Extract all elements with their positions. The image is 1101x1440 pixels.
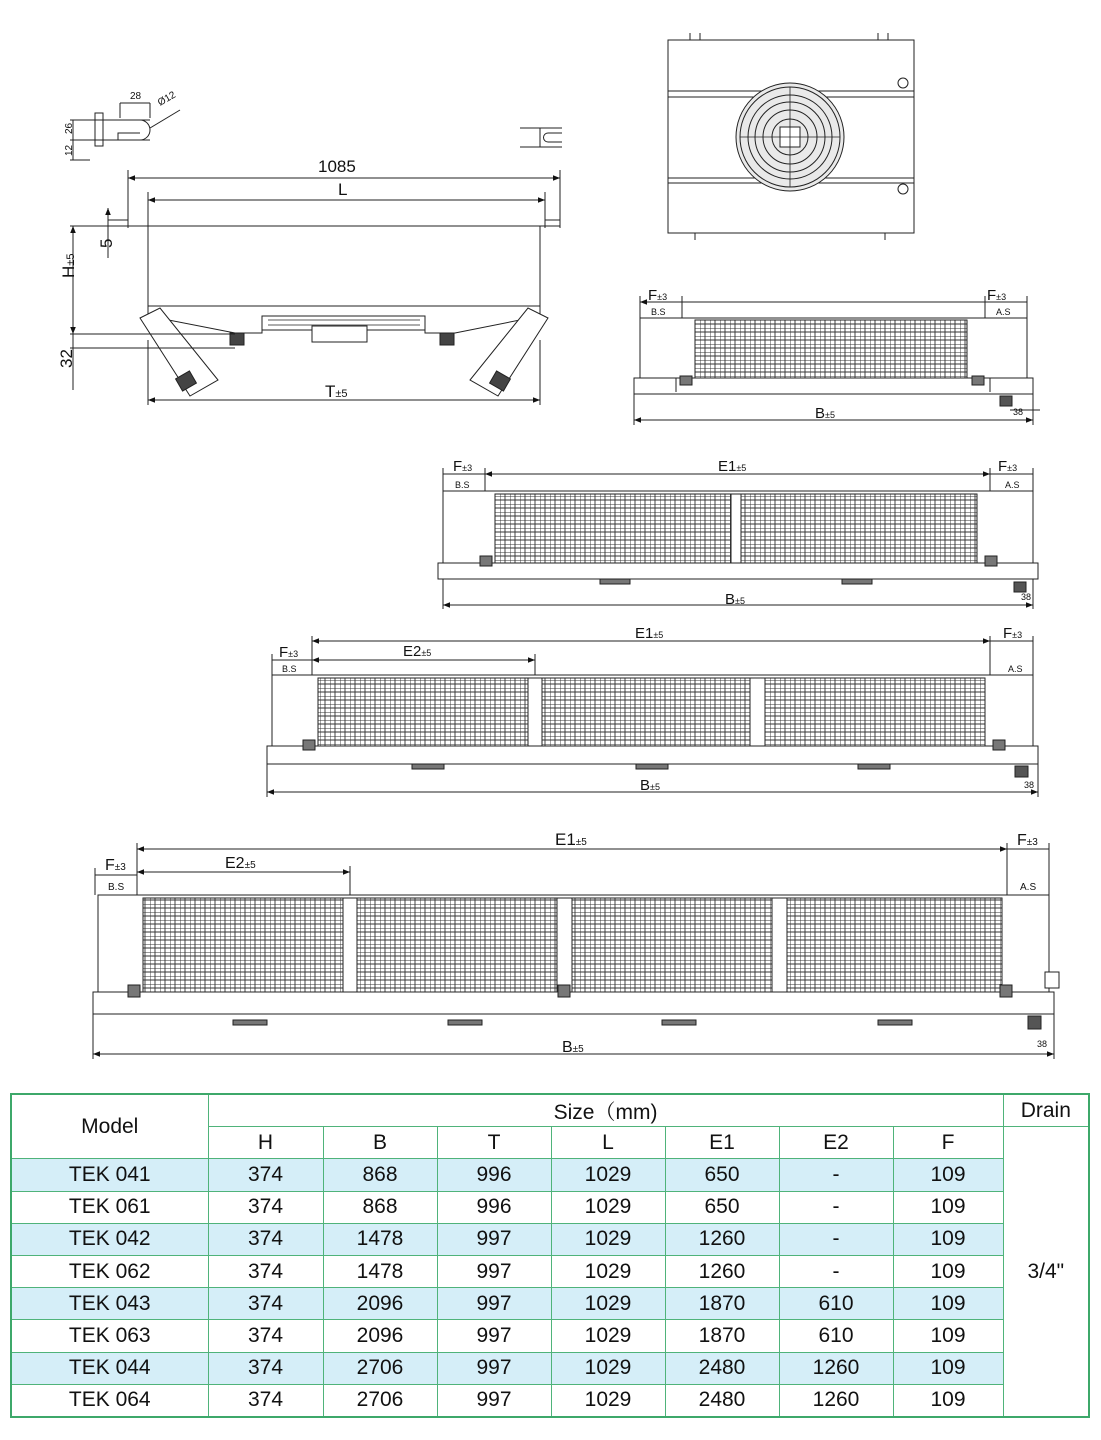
dim-32: 32	[57, 349, 76, 368]
dim-H: H±5	[59, 253, 78, 278]
table-cell: 996	[437, 1191, 551, 1223]
col-header: F	[893, 1127, 1003, 1159]
table-cell: 109	[893, 1223, 1003, 1255]
e1-38: 38	[1013, 407, 1024, 417]
table-cell: 997	[437, 1384, 551, 1417]
col-header: H	[208, 1127, 323, 1159]
e2-E1: E1±5	[718, 458, 747, 475]
elevation-2	[438, 468, 1038, 609]
table-cell: 650	[665, 1159, 779, 1191]
table-cell: 2480	[665, 1352, 779, 1384]
e4-E2: E2±5	[225, 855, 256, 872]
col-header: B	[323, 1127, 437, 1159]
table-cell: -	[779, 1223, 893, 1255]
table-cell: 1478	[323, 1255, 437, 1287]
table-cell: 2096	[323, 1320, 437, 1352]
e4-E1: E1±5	[555, 830, 587, 849]
table-cell: 374	[208, 1320, 323, 1352]
table-cell: 997	[437, 1288, 551, 1320]
table-cell: 610	[779, 1288, 893, 1320]
e2-B: B±5	[725, 591, 745, 608]
drain-value: 3/4"	[1003, 1127, 1089, 1417]
elevation-1	[634, 296, 1040, 425]
table-cell: 109	[893, 1255, 1003, 1287]
table-row	[11, 1320, 1089, 1352]
table-row	[11, 1384, 1089, 1417]
table-cell: 1029	[551, 1288, 665, 1320]
table-cell: -	[779, 1191, 893, 1223]
col-header: L	[551, 1127, 665, 1159]
table-cell: 109	[893, 1352, 1003, 1384]
e3-E2: E2±5	[403, 643, 432, 660]
table-cell: 996	[437, 1159, 551, 1191]
e2-F-right: F±3	[998, 458, 1018, 475]
model-cell: TEK 062	[11, 1255, 208, 1287]
e4-B: B±5	[562, 1039, 584, 1056]
table-cell: 997	[437, 1223, 551, 1255]
col-header: E1	[665, 1127, 779, 1159]
dim-28: 28	[130, 91, 142, 102]
e1-F-left: F±3	[648, 287, 668, 304]
model-cell: TEK 042	[11, 1223, 208, 1255]
side-view	[70, 103, 562, 405]
table-cell: 374	[208, 1384, 323, 1417]
table-cell: 374	[208, 1223, 323, 1255]
table-cell: 2706	[323, 1384, 437, 1417]
table-cell: 1029	[551, 1320, 665, 1352]
dim-T: T±5	[325, 382, 348, 401]
table-cell: 374	[208, 1288, 323, 1320]
model-cell: TEK 061	[11, 1191, 208, 1223]
e1-as: A.S	[996, 307, 1011, 317]
model-cell: TEK 063	[11, 1320, 208, 1352]
model-cell: TEK 041	[11, 1159, 208, 1191]
table-cell: 2096	[323, 1288, 437, 1320]
table-cell: 109	[893, 1320, 1003, 1352]
drain-header: Drain	[1003, 1094, 1089, 1127]
e4-38: 38	[1037, 1039, 1048, 1049]
table-cell: 1029	[551, 1223, 665, 1255]
table-cell: 1029	[551, 1255, 665, 1287]
model-cell: TEK 064	[11, 1384, 208, 1417]
table-row	[11, 1288, 1089, 1320]
table-cell: 374	[208, 1159, 323, 1191]
size-header: Size（mm)	[208, 1094, 1003, 1127]
table-cell: 1870	[665, 1288, 779, 1320]
drain-detail	[70, 103, 180, 160]
e4-as: A.S	[1020, 882, 1037, 893]
fan-top-view	[668, 33, 914, 240]
table-row	[11, 1255, 1089, 1287]
e3-38: 38	[1024, 780, 1035, 790]
table-cell: 1260	[779, 1352, 893, 1384]
e1-bs: B.S	[651, 307, 666, 317]
table-cell: 2706	[323, 1352, 437, 1384]
table-cell: 1260	[779, 1384, 893, 1417]
col-header: T	[437, 1127, 551, 1159]
e3-as: A.S	[1008, 664, 1023, 674]
table-cell: 374	[208, 1191, 323, 1223]
e2-as: A.S	[1005, 480, 1020, 490]
dim-5: 5	[97, 238, 116, 248]
table-cell: 374	[208, 1255, 323, 1287]
e2-F-left: F±3	[453, 458, 473, 475]
drain-hook	[520, 128, 562, 147]
e4-F-left: F±3	[105, 857, 126, 874]
e4-bs: B.S	[108, 882, 125, 893]
side-view-labels	[57, 89, 356, 401]
table-cell: 997	[437, 1320, 551, 1352]
table-cell: 997	[437, 1255, 551, 1287]
table-cell: 868	[323, 1191, 437, 1223]
header-row-1	[11, 1094, 1089, 1127]
table-row	[11, 1191, 1089, 1223]
table-cell: -	[779, 1255, 893, 1287]
table-cell: 610	[779, 1320, 893, 1352]
model-cell: TEK 044	[11, 1352, 208, 1384]
table-cell: 1029	[551, 1159, 665, 1191]
col-header: E2	[779, 1127, 893, 1159]
e3-F-left: F±3	[279, 644, 299, 661]
e1-F-right: F±3	[987, 287, 1007, 304]
table-cell: 1029	[551, 1352, 665, 1384]
e3-E1: E1±5	[635, 625, 664, 642]
table-cell: 2480	[665, 1384, 779, 1417]
model-cell: TEK 043	[11, 1288, 208, 1320]
table-cell: -	[779, 1159, 893, 1191]
table-cell: 1260	[665, 1255, 779, 1287]
table-row	[11, 1352, 1089, 1384]
table-row	[11, 1159, 1089, 1191]
table-cell: 109	[893, 1384, 1003, 1417]
dim-phi12: Ø12	[156, 89, 178, 109]
dim-1085: 1085	[318, 157, 356, 176]
table-cell: 109	[893, 1288, 1003, 1320]
table-cell: 109	[893, 1159, 1003, 1191]
e3-F-right: F±3	[1003, 625, 1023, 642]
e1-B: B±5	[815, 405, 835, 422]
table-cell: 868	[323, 1159, 437, 1191]
e4-F-right: F±3	[1017, 832, 1038, 849]
e3-B: B±5	[640, 777, 660, 794]
table-cell: 1870	[665, 1320, 779, 1352]
table-cell: 1029	[551, 1384, 665, 1417]
e2-38: 38	[1021, 592, 1032, 602]
dim-26: 26	[64, 122, 75, 134]
elevation-3	[267, 636, 1038, 797]
model-header: Model	[11, 1094, 208, 1159]
spec-table	[10, 1093, 1090, 1418]
table-cell: 109	[893, 1191, 1003, 1223]
table-row	[11, 1223, 1089, 1255]
table-cell: 650	[665, 1191, 779, 1223]
e2-bs: B.S	[455, 480, 470, 490]
dim-L: L	[338, 180, 348, 199]
table-cell: 374	[208, 1352, 323, 1384]
elevation-4	[93, 843, 1059, 1059]
table-cell: 997	[437, 1352, 551, 1384]
dim-12: 12	[64, 144, 75, 156]
e3-bs: B.S	[282, 664, 297, 674]
table-cell: 1260	[665, 1223, 779, 1255]
table-cell: 1029	[551, 1191, 665, 1223]
table-cell: 1478	[323, 1223, 437, 1255]
